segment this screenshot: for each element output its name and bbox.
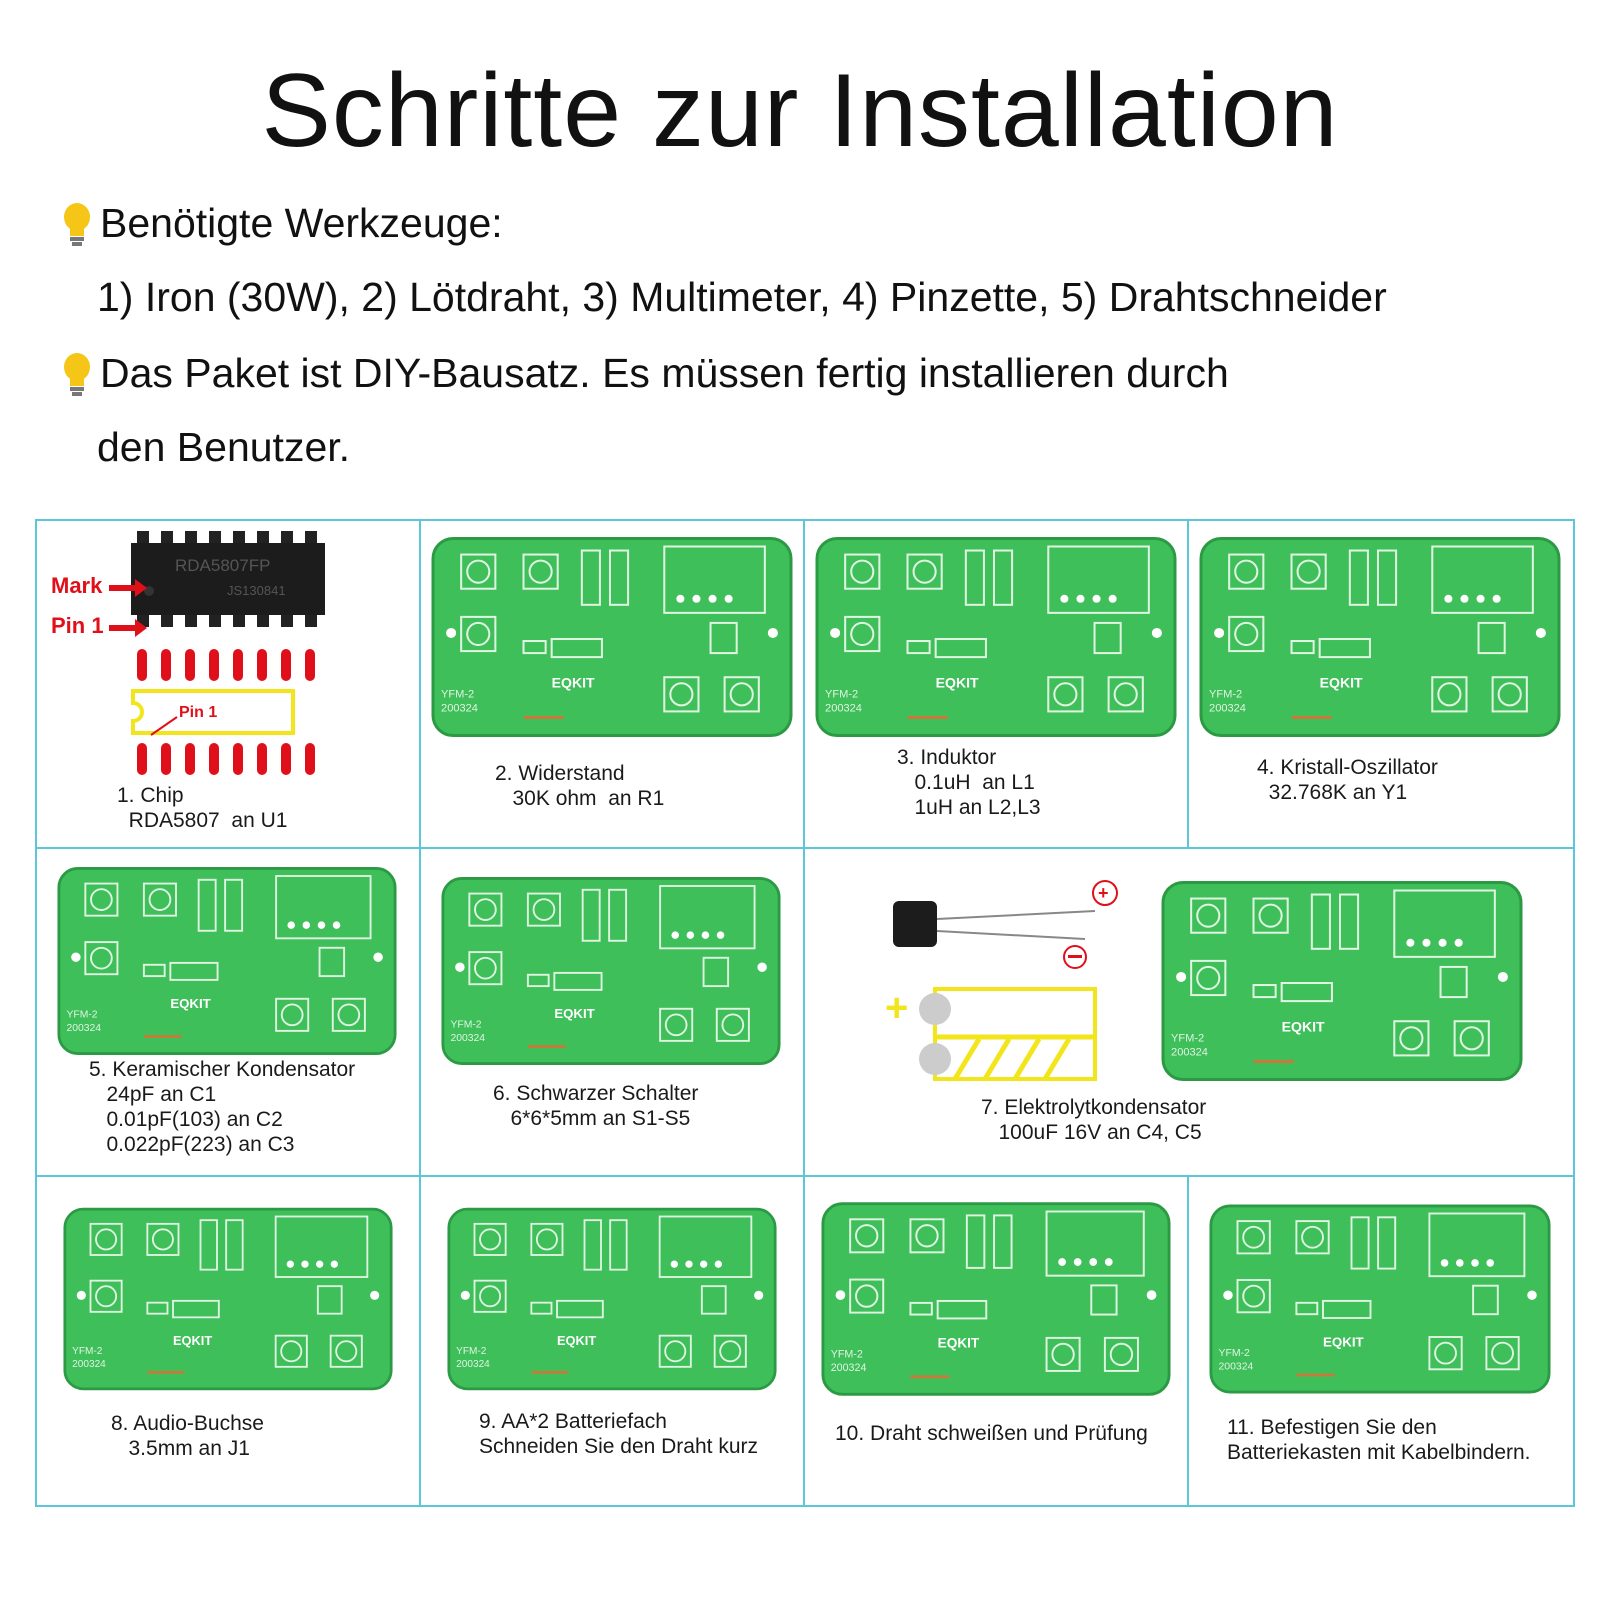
step-cell-10 [805,1177,1189,1505]
step-caption-2: 2. Widerstand 30K ohm an R1 [495,762,665,810]
pcb-photo [431,535,793,739]
step-caption-3: 3. Induktor 0.1uH an L1 1uH an L2,L3 [897,746,1041,819]
step-caption-6: 6. Schwarzer Schalter 6*6*5mm an S1-S5 [493,1082,699,1130]
svg-text:+: + [885,986,909,1030]
pcb-photo [57,863,397,1059]
step-caption-9: 9. AA*2 Batteriefach Schneiden Sie den Draht kurz [479,1410,758,1458]
pcb-photo [815,535,1177,739]
pcb-photo [1199,535,1561,739]
step-cell-9 [421,1177,805,1505]
step-cell-2 [421,521,805,849]
pcb-photo [1209,1201,1551,1397]
page-title: Schritte zur Installation [261,53,1339,169]
lightbulb-icon [60,352,94,398]
svg-text:Mark: Mark [51,573,103,598]
step-caption-5: 5. Keramischer Kondensator 24pF an C1 0.01pF(103) an C2 0.022pF(223) an C3 [89,1058,356,1156]
step-cell-6 [421,849,805,1177]
step-cell-5 [37,849,421,1177]
step-caption-10: 10. Draht schweißen und Prüfung [835,1422,1148,1445]
chip-illustration [37,521,421,781]
tools-heading: Benötigte Werkzeuge: [100,200,503,246]
step-caption-11: 11. Befestigen Sie den Batteriekasten mit Kabelbindern. [1227,1416,1531,1464]
pcb-photo [821,1201,1171,1397]
pcb-photo [1161,879,1523,1083]
step-cell-8 [37,1177,421,1505]
step-caption-7: 7. Elektrolytkondensator 100uF 16V an C4, C5 [981,1096,1207,1144]
svg-text:RDA5807FP: RDA5807FP [175,556,271,575]
step-caption-8: 8. Audio-Buchse 3.5mm an J1 [111,1412,264,1460]
lightbulb-icon [60,202,94,248]
svg-text:JS130841: JS130841 [227,583,286,598]
step-cell-4 [1189,521,1573,849]
pcb-photo [447,1201,777,1397]
step-cell-3 [805,521,1189,849]
step-cell-11 [1189,1177,1573,1505]
step-caption-4: 4. Kristall-Oszillator 32.768K an Y1 [1257,756,1438,804]
svg-text:Pin 1: Pin 1 [51,613,104,638]
step-caption-1: 1. Chip RDA5807 an U1 [117,784,288,832]
pcb-photo [441,873,781,1069]
pcb-photo [63,1201,393,1397]
tools-list: 1) Iron (30W), 2) Lötdraht, 3) Multimeter, 4) Pinzette, 5) Drahtschneider [97,274,1387,320]
step-cell-7 [805,849,1573,1177]
note-line-1: Das Paket ist DIY-Bausatz. Es müssen fertig installieren durch [100,350,1229,396]
note-line-2: den Benutzer. [97,424,351,470]
svg-text:+: + [1098,883,1109,903]
step-cell-1 [37,521,421,849]
steps-grid [35,519,1575,1507]
svg-text:Pin 1: Pin 1 [179,704,218,721]
